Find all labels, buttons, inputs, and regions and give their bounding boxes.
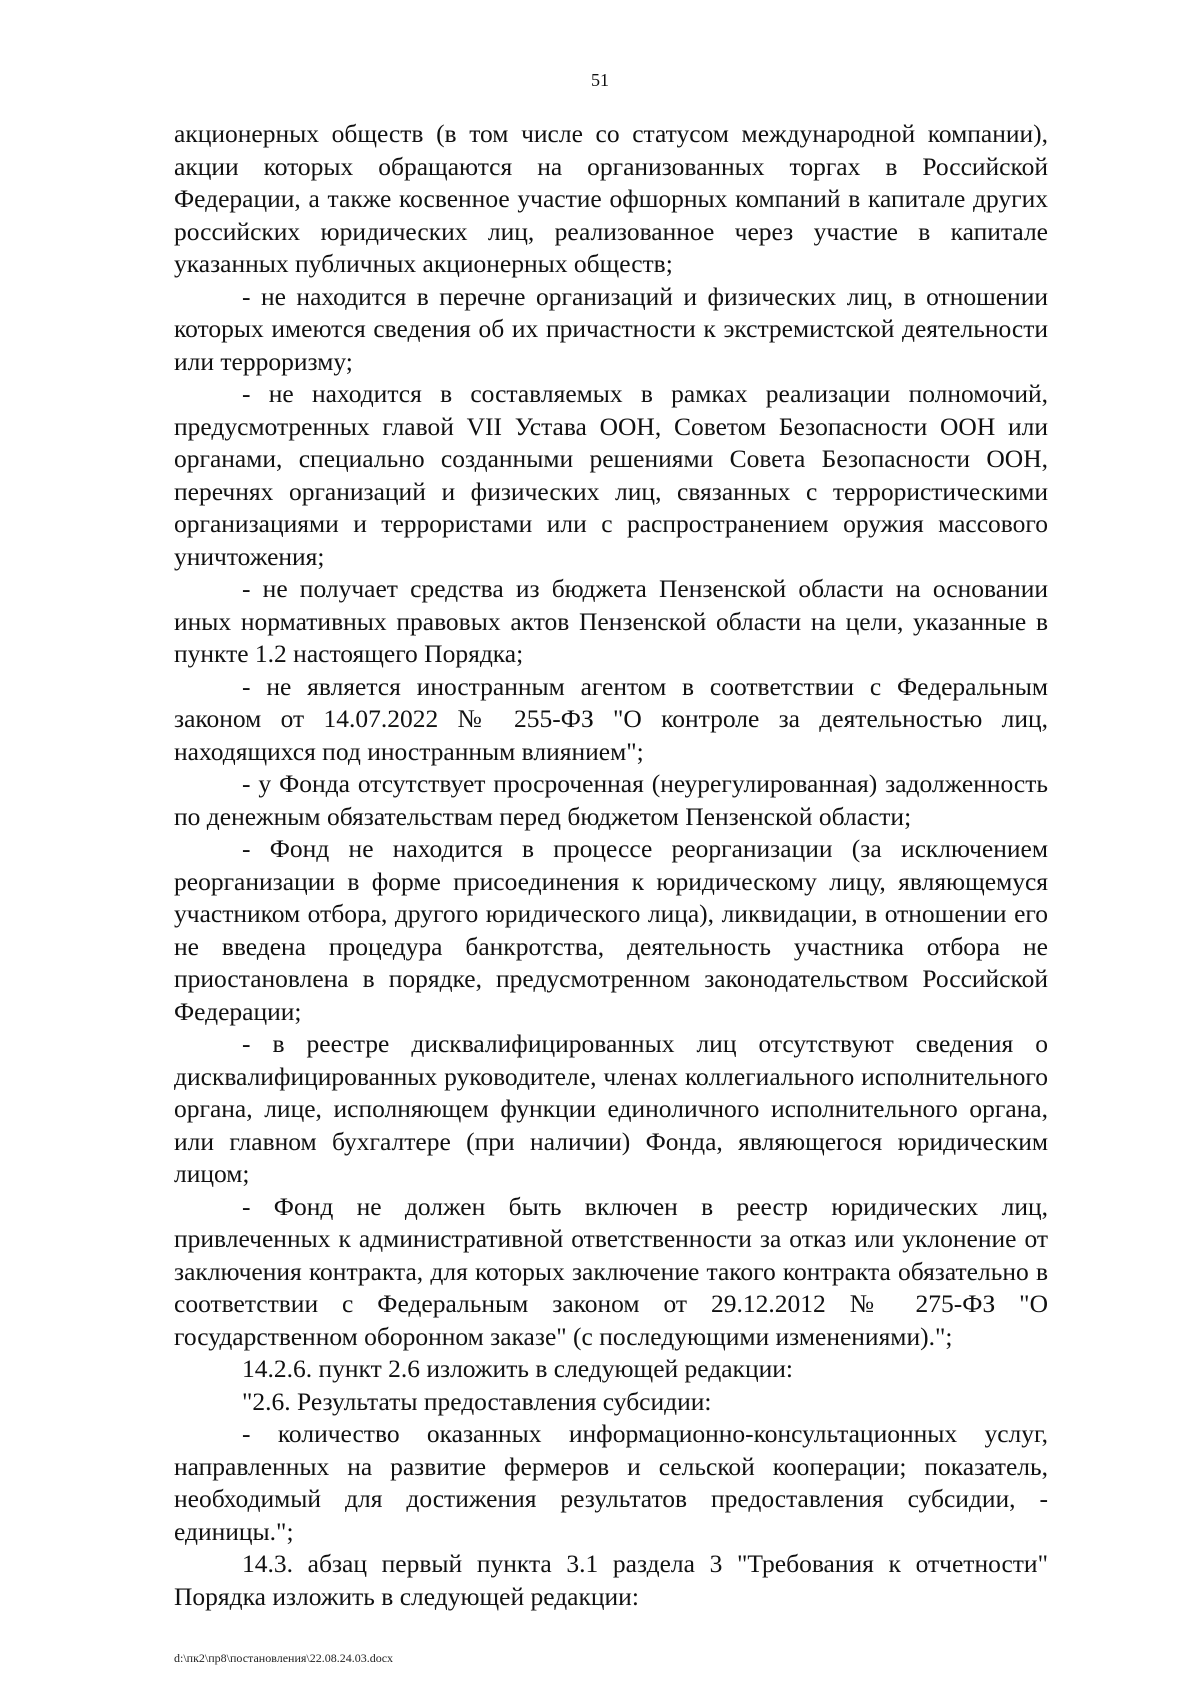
paragraph: - не находится в составляемых в рамках реализации полномочий, предусмотренных главой VII Устава ООН, Советом Безопасности ООН или органами, специально созданными решениями Совета Безопасности ООН, перечнях организаций и физических лиц, связанных с террористическими организациями и террористами или с распространением оружия массового уничтожения; [174, 379, 1048, 571]
paragraph: - Фонд не находится в процессе реорганизации (за исключением реорганизации в форме присоединения к юридическому лицу, являющемуся участником отбора, другого юридического лица), ликвидации, в отношении его не введена процедура банкротства, деятельность участника отбора не приостановлена в порядке, предусмотренном законодательством Российской Федерации; [174, 834, 1048, 1026]
paragraph: - Фонд не должен быть включен в реестр юридических лиц, привлеченных к административной ответственности за отказ или уклонение от заключения контракта, для которых заключение такого контракта обязательно в соответствии с Федеральным законом от 29.12.2012 № 275-ФЗ "О государственном оборонном заказе" (с последующими изменениями)."; [174, 1191, 1048, 1351]
paragraph: - не является иностранным агентом в соответствии с Федеральным законом от 14.07.2022 № 255-ФЗ "О контроле за деятельностью лиц, находящихся под иностранным влиянием"; [174, 671, 1048, 766]
paragraph: - не находится в перечне организаций и физических лиц, в отношении которых имеются сведения об их причастности к экстремистской деятельности или терроризму; [174, 281, 1048, 376]
paragraph: 14.3. абзац первый пункта 3.1 раздела 3 "Требования к отчетности" Порядка изложить в следующей редакции: [174, 1549, 1048, 1611]
page-number: 51 [591, 70, 609, 90]
paragraph: 14.2.6. пункт 2.6 изложить в следующей редакции: [242, 1354, 793, 1383]
document-body [174, 118, 1048, 1613]
paragraph: акционерных обществ (в том числе со статусом международной компании), акции которых обращаются на организованных торгах в Российской Федерации, а также косвенное участие офшорных компаний в капитале других российских юридических лиц, реализованное через участие в капитале указанных публичных акционерных обществ; [174, 119, 1048, 278]
paragraph: - у Фонда отсутствует просроченная (неурегулированная) задолженность по денежным обязательствам перед бюджетом Пензенской области; [174, 769, 1048, 831]
paragraph: "2.6. Результаты предоставления субсидии: [242, 1386, 712, 1416]
paragraph: - в реестре дисквалифицированных лиц отсутствуют сведения о дисквалифицированных руководителе, членах коллегиального исполнительного органа, лице, исполняющем функции единоличного исполнительного органа, или главном бухгалтере (при наличии) Фонда, являющегося юридическим лицом; [174, 1029, 1048, 1188]
paragraph: - количество оказанных информационно-консультационных услуг, направленных на развитие фермеров и сельской кооперации; показатель, необходимый для достижения результатов предоставления субсидии, - единицы."; [174, 1419, 1048, 1546]
footer-file-path: d:\пк2\пр8\постановления\22.08.24.03.docx [174, 1651, 394, 1665]
paragraph: - не получает средства из бюджета Пензенской области на основании иных нормативных правовых актов Пензенской области на цели, указанные в пункте 1.2 настоящего Порядка; [174, 574, 1048, 668]
